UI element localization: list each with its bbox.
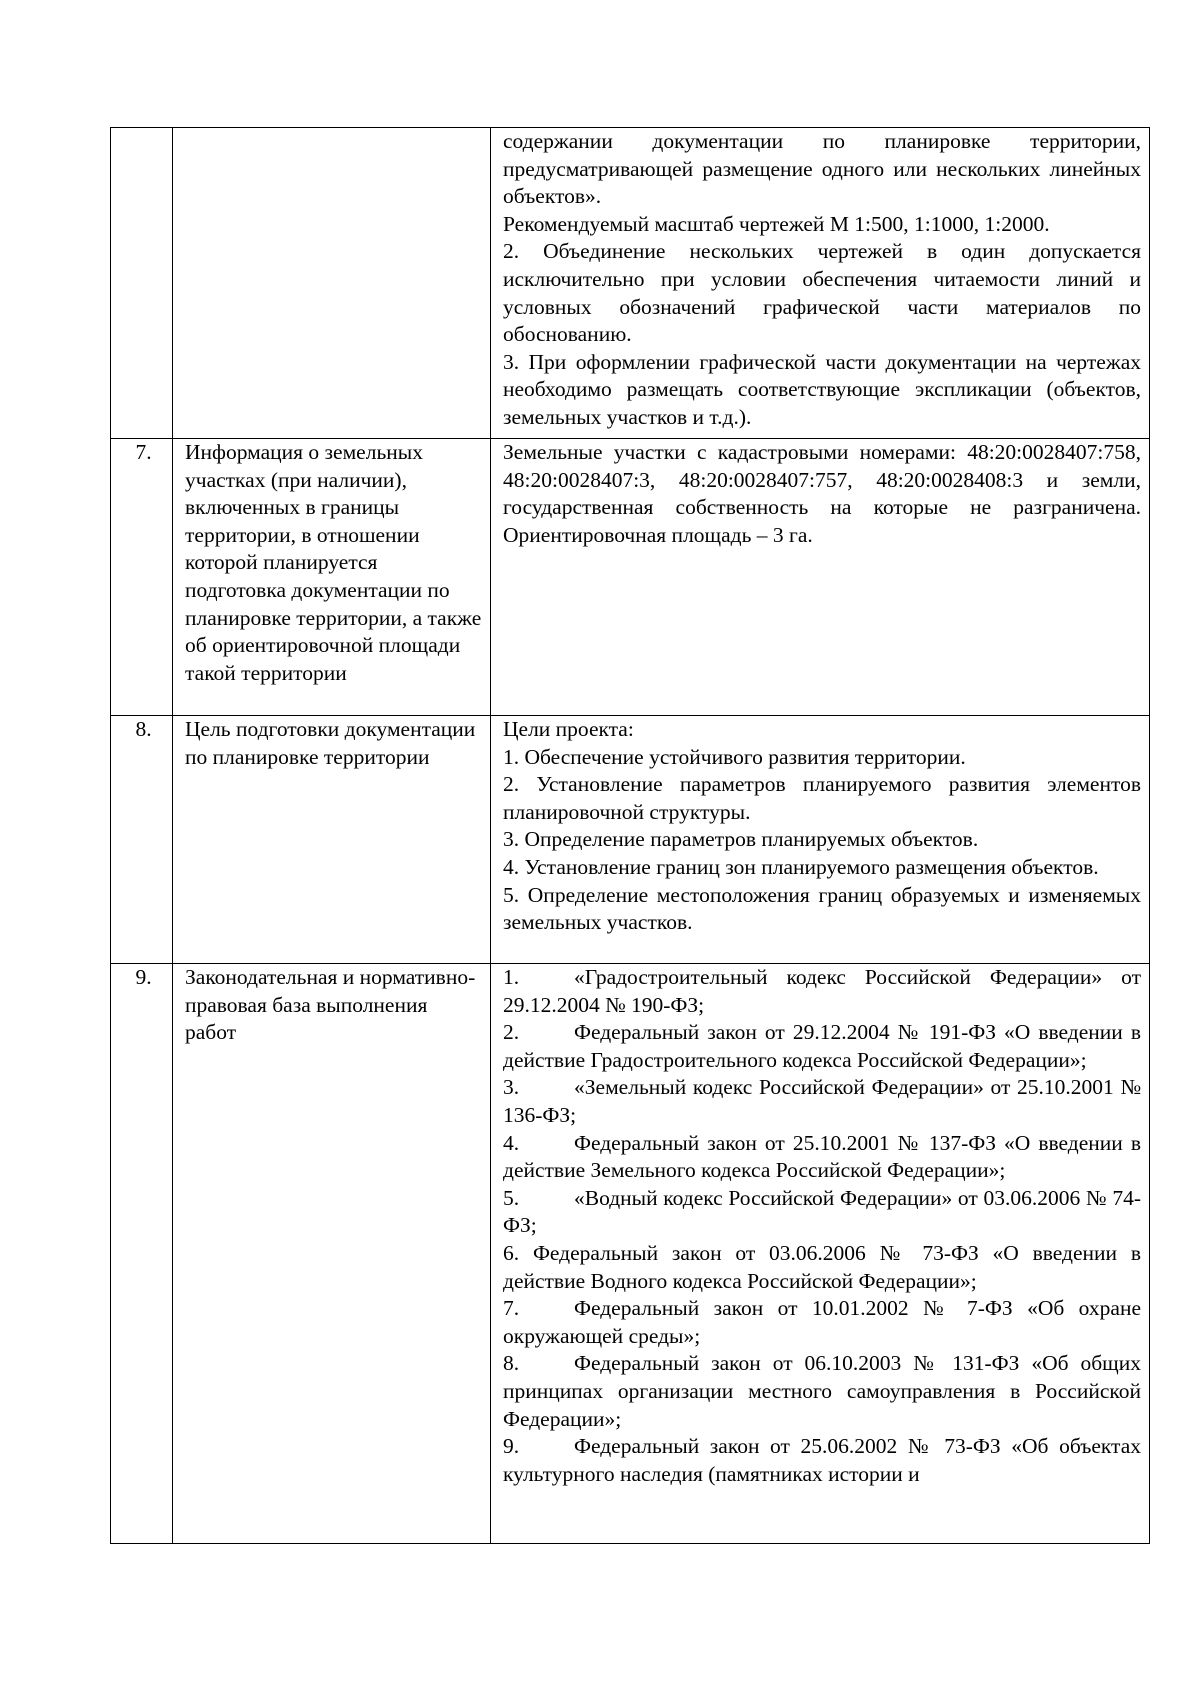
row-title-text: Цель подготовки документации по планировке территории bbox=[185, 717, 476, 769]
row-title bbox=[173, 964, 491, 1544]
list-item bbox=[503, 1295, 1141, 1350]
paragraph: 2. Объединение нескольких чертежей в один допускается исключительно при условии обеспечения читаемости линий и условных обозначений графической части материалов по обоснованию. bbox=[503, 239, 1141, 347]
list-item-number: 9. bbox=[503, 1434, 520, 1459]
row-content bbox=[491, 716, 1150, 964]
list-item bbox=[503, 1433, 1141, 1488]
row-title-text: Информация о земельных участках (при наличии), включенных в границы территории, в отношении которой планируется подготовка документации по планировке территории, а также об ориентировочной площади такой территории bbox=[185, 440, 482, 685]
row-number: 7. bbox=[111, 439, 173, 716]
row-content bbox=[491, 128, 1150, 439]
list-item-text: Федеральный закон от 06.10.2003 № 131-ФЗ «Об общих принципах организации местного самоуправления в Российской Федерации»; bbox=[503, 1351, 1141, 1431]
paragraph: 3. При оформлении графической части документации на чертежах необходимо размещать соответствующие экспликации (объектов, земельных участков и т.д.). bbox=[503, 349, 1141, 429]
list-item-number: 2. bbox=[503, 1020, 520, 1045]
list-item-number: 5. bbox=[503, 1185, 520, 1210]
paragraph: 5. Определение местоположения границ образуемых и изменяемых земельных участков. bbox=[503, 882, 1141, 935]
list-item bbox=[503, 1074, 1141, 1129]
row-title-text: Законодательная и нормативно-правовая база выполнения работ bbox=[185, 965, 476, 1045]
paragraph: 3. Определение параметров планируемых объектов. bbox=[503, 827, 979, 852]
list-item-number: 8. bbox=[503, 1351, 520, 1376]
table-row bbox=[111, 716, 1150, 964]
list-item-number: 6. bbox=[503, 1240, 520, 1265]
list-item bbox=[503, 1130, 1141, 1185]
paragraph: 1. Обеспечение устойчивого развития территории. bbox=[503, 744, 966, 769]
row-number: 8. bbox=[111, 716, 173, 964]
requirements-table bbox=[110, 127, 1150, 1544]
list-item-text: «Градостроительный кодекс Российской Федерации» от 29.12.2004 № 190-ФЗ; bbox=[503, 965, 1141, 1017]
list-item-number: 1. bbox=[503, 965, 520, 989]
paragraph: содержании документации по планировке территории, предусматривающей размещение одного или нескольких линейных объектов». bbox=[503, 129, 1141, 209]
list-item-text: Федеральный закон от 29.12.2004 № 191-ФЗ «О введении в действие Градостроительного кодекса Российской Федерации»; bbox=[503, 1020, 1141, 1072]
row-number bbox=[111, 128, 173, 439]
row-title bbox=[173, 716, 491, 964]
list-item-text: Федеральный закон от 10.01.2002 № 7-ФЗ «Об охране окружающей среды»; bbox=[503, 1296, 1141, 1348]
list-item bbox=[503, 1240, 1141, 1295]
table-row bbox=[111, 439, 1150, 716]
paragraph: 4. Установление границ зон планируемого размещения объектов. bbox=[503, 854, 1099, 879]
list-item-number: 3. bbox=[503, 1075, 520, 1100]
list-item bbox=[503, 1019, 1141, 1074]
list-item bbox=[503, 1185, 1141, 1240]
row-content bbox=[491, 439, 1150, 716]
table-row bbox=[111, 964, 1150, 1544]
legal-list bbox=[503, 964, 1141, 1538]
list-item bbox=[503, 964, 1141, 1019]
row-title bbox=[173, 128, 491, 439]
list-item-number: 4. bbox=[503, 1130, 520, 1155]
list-item-text: Федеральный закон от 03.06.2006 № 73-ФЗ «О введении в действие Водного кодекса Российской Федерации»; bbox=[503, 1240, 1141, 1293]
list-item-text: «Земельный кодекс Российской Федерации» от 25.10.2001 № 136-ФЗ; bbox=[503, 1075, 1141, 1127]
list-item bbox=[503, 1350, 1141, 1433]
paragraph: Земельные участки с кадастровыми номерами: 48:20:0028407:758, 48:20:0028407:3, 48:20:0028407:757, 48:20:0028408:3 и земли, государственная собственность на которые не разграничена. Ориентировочная площадь – 3 га. bbox=[503, 440, 1141, 547]
row-title bbox=[173, 439, 491, 716]
paragraph: 2. Установление параметров планируемого развития элементов планировочной структуры. bbox=[503, 772, 1141, 824]
list-item-text: Федеральный закон от 25.06.2002 № 73-ФЗ «Об объектах культурного наследия (памятниках истории и bbox=[503, 1434, 1141, 1486]
row-number: 9. bbox=[111, 964, 173, 1544]
paragraph: Цели проекта: bbox=[503, 717, 634, 741]
table-row bbox=[111, 128, 1150, 439]
list-item-text: «Водный кодекс Российской Федерации» от 03.06.2006 № 74-ФЗ; bbox=[503, 1185, 1141, 1238]
list-item-number: 7. bbox=[503, 1296, 520, 1321]
row-content bbox=[491, 964, 1150, 1544]
paragraph: Рекомендуемый масштаб чертежей М 1:500, 1:1000, 1:2000. bbox=[503, 211, 1050, 236]
list-item-text: Федеральный закон от 25.10.2001 № 137-ФЗ «О введении в действие Земельного кодекса Российской Федерации»; bbox=[503, 1130, 1141, 1183]
